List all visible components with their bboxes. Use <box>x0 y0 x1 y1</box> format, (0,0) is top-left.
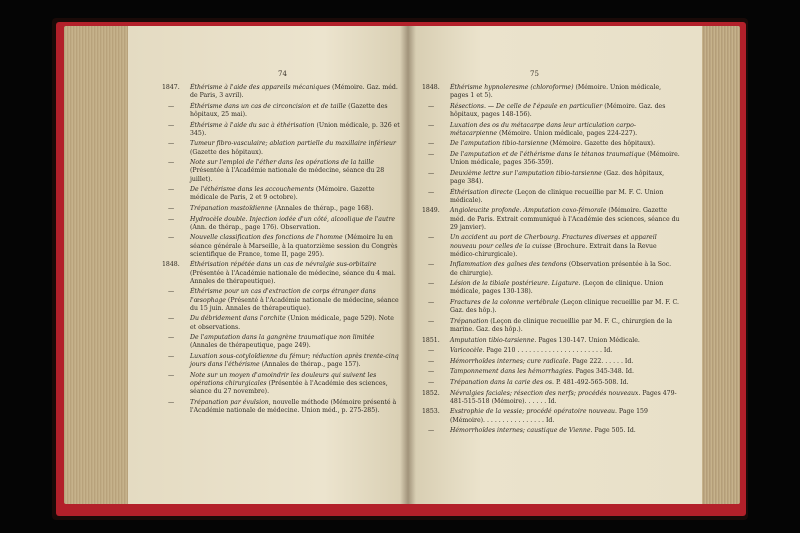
entry-title: Hémorrhoïdes internes; cure radicale <box>450 357 569 365</box>
entry-title: Lésion de la tibiale postérieure. Ligature <box>450 280 579 288</box>
entry-year: — <box>428 427 435 435</box>
entry-details: (Présentée à l'Académie nationale de médecine, séance du 4 mai. Annales de thérapeutique). <box>190 269 396 285</box>
bibliography-entry <box>422 151 680 167</box>
entry-details: (Union médicale, p. 326 et 345). <box>190 121 400 137</box>
left-page <box>128 26 408 504</box>
entry-title: Note sur un moyen d'amoindrir les douleurs qui suivent les opérations chirurgicales <box>190 371 377 387</box>
entry-year: — <box>168 234 175 242</box>
entry-title: Éthérisme dans un cas de circoncision et de taille <box>190 102 347 110</box>
entry-year: — <box>428 188 435 196</box>
entry-details: . Pages 479-481-515-518 (Mémoire). . . . . . Id. <box>450 389 677 405</box>
bibliography-entry <box>162 334 400 350</box>
entry-year: — <box>168 186 175 194</box>
entry-details: (Gazette des hôpitaux, 25 mai). <box>190 102 388 118</box>
entry-title: Du débridement dans l'orchite <box>190 315 286 323</box>
bibliography-entry <box>422 390 680 406</box>
entry-details: (Brochure. Extrait dans la Revue médico-chirurgicale). <box>450 242 657 258</box>
entry-details: (Mémoire. Gaz. des hôpitaux, pages 148-156). <box>450 102 666 118</box>
entry-title: Éthérisme à l'aide du sac à éthérisation <box>190 121 315 129</box>
entry-details: (Mémoire. Gazette des hôpitaux). <box>547 140 656 148</box>
bibliography-entry <box>422 318 680 334</box>
entry-details: . Page 159 (Mémoire). . . . . . . . . . . . . . . . Id. <box>450 408 648 424</box>
entry-year: — <box>428 234 435 242</box>
entry-details: . P. 481-492-565-508. Id. <box>552 378 629 386</box>
entry-details: (Gazette des hôpitaux). <box>190 148 264 156</box>
entry-year: 1851. <box>422 336 440 344</box>
entry-details: (Union médicale, page 529). Note et observations. <box>190 315 394 331</box>
entry-title: Névralgies faciales; résection des nerfs; procédés nouveaux <box>450 389 639 397</box>
entry-list <box>162 84 400 418</box>
entry-year: — <box>168 371 175 379</box>
entry-year: — <box>428 378 435 386</box>
bibliography-entry <box>162 186 400 202</box>
entry-title: Éthérisme à l'aide des appareils mécaniques <box>190 84 331 91</box>
entry-title: Luxation sous-cotyloïdienne du fémur; réduction après trente-cinq jours dans l'éthérisme <box>190 352 399 369</box>
bibliography-entry <box>162 261 400 286</box>
bibliography-entry <box>422 84 680 100</box>
right-page <box>408 26 702 504</box>
entry-year: — <box>168 204 175 212</box>
entry-details: (Observation présentée à la Soc. de chirurgie). <box>450 261 672 277</box>
entry-title: Éthérisation répétée dans un cas de névralgie sus-orbitaire <box>190 261 377 269</box>
entry-title: De l'éthérisme dans les accouchements <box>190 186 314 194</box>
entry-year: — <box>428 150 435 158</box>
entry-details: . Pages 345-348. Id. <box>571 368 634 376</box>
bibliography-entry <box>422 358 680 366</box>
bibliography-entry <box>422 427 680 435</box>
entry-details: (Mémoire. Union médicale, pages 356-359). <box>450 150 680 167</box>
bibliography-entry <box>162 399 400 415</box>
entry-year: 1848. <box>162 261 180 269</box>
entry-year: — <box>428 347 435 355</box>
entry-year: 1848. <box>422 84 440 91</box>
bibliography-entry <box>162 84 400 100</box>
bibliography-entry <box>162 288 400 313</box>
entry-title: Luxation des os du métacarpe dans leur articulation carpo-métacarpienne <box>450 121 636 137</box>
entry-title: Éthérisme pour un cas d'extraction de corps étranger dans l'œsophage <box>190 288 376 304</box>
entry-year: — <box>168 140 175 148</box>
entry-details: (Mémoire lu en séance générale à Marseille, à la quatorzième session du Congrès scientifique de France, tome II, page 295). <box>190 234 398 258</box>
entry-details: (Mémoire. Gazette médicale de Paris, 2 et 9 octobre). <box>190 186 375 202</box>
entry-title: De l'amputation dans la gangrène traumatique non limitée <box>190 334 375 342</box>
bibliography-entry <box>162 159 400 184</box>
entry-year: — <box>428 298 435 306</box>
entry-details: . Pages 130-147. Union Médicale. <box>534 336 640 344</box>
entry-title: Trépanation dans la carie des os <box>450 378 553 386</box>
bibliography-entry <box>422 189 680 205</box>
entry-details: (Mémoire. Gaz. méd. de Paris, 3 avril). <box>190 84 398 100</box>
bibliography-entry <box>162 315 400 331</box>
entry-title: Hémorrhoïdes internes; caustique de Vienne <box>450 427 591 435</box>
entry-details: (Annales de thérap., page 157). <box>259 361 361 369</box>
entry-title: De l'amputation et de l'éthérisme dans le tétanos traumatique <box>450 150 646 158</box>
entry-title: Un accident au port de Cherbourg. Fractures diverses et appareil nouveau pour celles de la cuisse <box>450 234 657 250</box>
entry-title: Amputation tibio-tarsienne <box>450 336 535 344</box>
entry-year: — <box>168 288 175 296</box>
page-edges-right <box>700 26 740 504</box>
bibliography-entry <box>162 140 400 156</box>
entry-year: — <box>428 102 435 110</box>
entry-year: — <box>428 280 435 288</box>
entry-year: — <box>168 102 175 110</box>
entry-title: Note sur l'emploi de l'éther dans les opérations de la taille <box>190 159 375 167</box>
page-number: 75 <box>530 70 539 78</box>
bibliography-entry <box>422 234 680 259</box>
bibliography-entry <box>162 372 400 397</box>
bibliography-entry <box>162 353 400 369</box>
entry-details: (Gaz. des hôpitaux, page 384). <box>450 169 665 185</box>
entry-title: Tamponnement dans les hémorrhagies <box>450 368 572 376</box>
entry-year: — <box>428 261 435 269</box>
entry-year: — <box>428 317 435 325</box>
page-number: 74 <box>278 70 287 78</box>
entry-title: Varicocèle <box>450 347 483 355</box>
entry-details: (Leçon de clinique recueillie par M. F. C., chirurgien de la marine. Gaz. des hôp.). <box>450 317 673 333</box>
entry-details: (Annales de thérap., page 168). <box>272 204 374 212</box>
bibliography-entry <box>162 234 400 259</box>
entry-title: Nouvelle classification des fonctions de l'homme <box>190 234 343 242</box>
entry-title: Trépanation <box>450 317 489 325</box>
bibliography-entry <box>422 261 680 277</box>
entry-year: 1847. <box>162 84 180 91</box>
entry-details: (Présenté à l'Académie nationale de médecine, séance du 15 juin. Annales de thérapeutique). <box>190 296 399 312</box>
entry-title: Éthérisation directe <box>450 188 513 196</box>
entry-year: — <box>428 140 435 148</box>
entry-year: 1852. <box>422 389 440 397</box>
bibliography-entry <box>422 408 680 424</box>
entry-details: (Présentée à l'Académie des sciences, séance du 27 novembre). <box>190 379 388 396</box>
entry-year: 1853. <box>422 408 440 416</box>
entry-year: — <box>428 368 435 376</box>
entry-details: . Page 210 . . . . . . . . . . . . . . . . . . . . . . Id. <box>482 347 613 355</box>
entry-details: (Mémoire. Union médicale, pages 224-227). <box>497 129 638 137</box>
bibliography-entry <box>422 337 680 345</box>
entry-details: . (Leçon de clinique. Union médicale, pages 130-138). <box>450 280 664 296</box>
entry-details: . Page 505. Id. <box>590 427 636 435</box>
entry-year: — <box>168 352 175 360</box>
entry-year: — <box>168 159 175 167</box>
book-gutter <box>400 26 416 504</box>
bibliography-entry <box>422 379 680 387</box>
bibliography-entry <box>422 207 680 232</box>
entry-year: 1849. <box>422 207 440 215</box>
entry-details: (Mémoire. Gazette méd. de Paris. Extrait communiqué à l'Académie des sciences, séance du 29 janvier). <box>450 207 680 231</box>
entry-details: (Leçon clinique recueillie par M. F. C. Gaz. des hôp.). <box>450 298 679 315</box>
entry-details: . Page 222. . . . . . Id. <box>568 357 634 365</box>
entry-title: Trépanation mastoïdienne <box>190 204 273 212</box>
entry-title: Tumeur fibro-vasculaire; ablation partielle du maxillaire inférieur <box>190 140 396 148</box>
bibliography-entry <box>422 280 680 296</box>
entry-title: Résections. — De celle de l'épaule en particulier <box>450 102 603 110</box>
entry-year: — <box>168 315 175 323</box>
bibliography-entry <box>162 103 400 119</box>
entry-details: (Mémoire. Union médicale, pages 1 et 5). <box>450 84 662 100</box>
bibliography-entry <box>422 299 680 315</box>
bibliography-entry <box>422 170 680 186</box>
bibliography-entry <box>162 122 400 138</box>
entry-title: Deuxième lettre sur l'amputation tibio-tarsienne <box>450 169 602 177</box>
entry-title: Exstrophie de la vessie; procédé opératoire nouveau <box>450 408 615 416</box>
entry-details: (Présentée à l'Académie nationale de médecine, séance du 28 juillet). <box>190 167 385 183</box>
bibliography-entry <box>422 347 680 355</box>
entry-year: — <box>168 121 175 129</box>
entry-title: De l'amputation tibio-tarsienne <box>450 140 548 148</box>
entry-details: (Leçon de clinique recueillie par M. F. C. Union médicale). <box>450 188 664 204</box>
bibliography-entry <box>162 205 400 213</box>
entry-year: — <box>428 169 435 177</box>
entry-year: — <box>168 215 175 223</box>
entry-title: Inflammation des gaînes des tendons <box>450 261 567 269</box>
entry-details: (Annales de thérapeutique, page 249). <box>190 342 311 350</box>
page-edges-left <box>64 26 132 504</box>
entry-year: — <box>168 398 175 406</box>
entry-title: Trépanation par évulsion <box>190 398 269 406</box>
bibliography-entry <box>422 368 680 376</box>
entry-title: Fractures de la colonne vertébrale <box>450 298 559 306</box>
bibliography-entry <box>422 140 680 148</box>
entry-year: — <box>428 121 435 129</box>
bibliography-entry <box>162 216 400 232</box>
entry-year: — <box>168 334 175 342</box>
bibliography-entry <box>422 122 680 138</box>
entry-year: — <box>428 357 435 365</box>
entry-details: , nouvelle méthode (Mémoire présenté à l'Académie nationale de médecine. Union méd., p. 275-285). <box>190 398 397 414</box>
entry-title: Éthérisme hypnoleresme (chloroforme) <box>450 84 574 91</box>
bibliography-entry <box>422 103 680 119</box>
entry-title: Angioleucite profonde. Amputation coxo-fémorale <box>450 207 607 215</box>
entry-details: (Ann. de thérap., page 176). Observation. <box>190 223 321 231</box>
entry-list <box>422 84 680 438</box>
entry-title: Hydrocèle double. Injection iodée d'un côté, alcoolique de l'autre <box>190 215 396 223</box>
